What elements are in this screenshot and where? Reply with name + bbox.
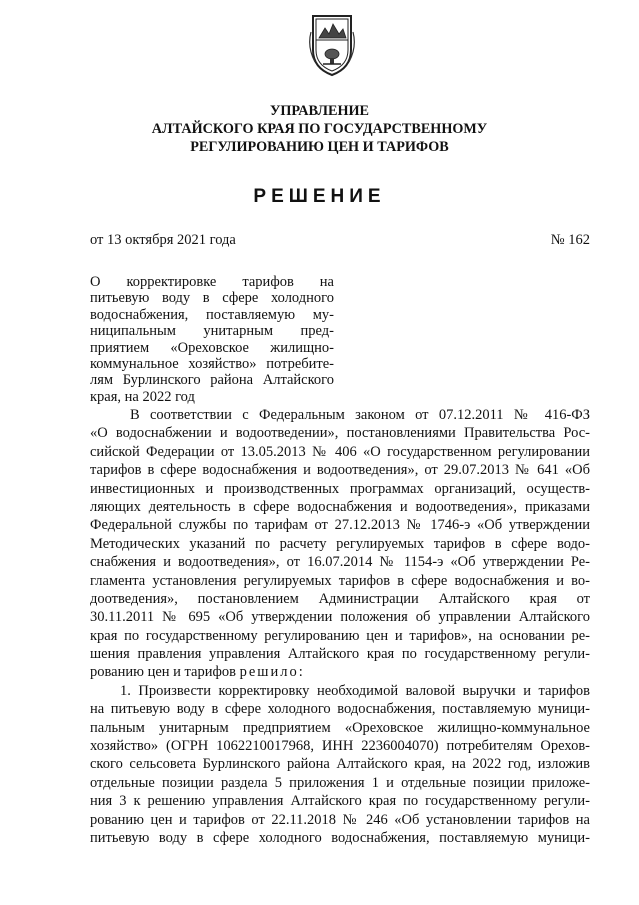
body-line: 1. Произвести корректировку необходимой валовой выручки и тарифов [120, 682, 590, 699]
body-line: ния 3 к решению управления Алтайского края по государственному регули- [90, 793, 590, 810]
date-number-line [90, 232, 590, 249]
body-line: Федеральной службы по тарифам от 27.12.2013 № 1746-э «Об утверждении [90, 517, 590, 534]
subject-line: ниципальным унитарным пред- [90, 323, 334, 340]
body-line: тарифов в сфере водоснабжения и водоотведения», от 29.07.2013 № 641 «Об [90, 462, 590, 479]
body-line: 30.11.2011 № 695 «Об утверждении положения об управлении Алтайского [90, 609, 590, 626]
body-line: ского сельсовета Бурлинского района Алтайского края, на 2022 год, изложив [90, 756, 590, 773]
authority-line: АЛТАЙСКОГО КРАЯ ПО ГОСУДАРСТВЕННОМУ [151, 121, 488, 137]
subject-line: водоснабжения, поставляемую му- [90, 306, 334, 323]
decision-word: решило [239, 664, 299, 681]
body-line: доотведения», постановлением Администрации Алтайского края от [90, 590, 590, 607]
document-body [90, 406, 590, 847]
body-line: Методических указаний по расчету регулируемых тарифов в сфере водо- [90, 535, 590, 552]
body-line: гламента установления регулируемых тарифов в сфере водоснабжения и во- [90, 572, 590, 589]
body-line: пальным унитарным предприятием «Ореховское жилищно-коммунальное [90, 719, 590, 736]
body-line: снабжения и водоотведения», от 16.07.2014 № 1154-э «Об утверждении Ре- [90, 554, 590, 571]
body-line: рованию цен и тарифов от 22.11.2018 № 246 «Об установлении тарифов на [90, 811, 590, 828]
document-date: от 13 октября 2021 года [90, 232, 236, 248]
decision-prefix: рованию цен и тарифов [90, 664, 236, 681]
body-line: на питьевую воду в сфере холодного водоснабжения, поставляемую муници- [90, 701, 590, 718]
subject-line: лям Бурлинского района Алтайского [90, 372, 334, 389]
body-line: В соответствии с Федеральным законом от 07.12.2011 № 416-ФЗ [130, 407, 590, 423]
body-line: инвестиционных и производственных программах организаций, осуществ- [90, 480, 590, 497]
issuing-authority [0, 102, 639, 156]
decision-colon: : [298, 664, 303, 681]
subject-line: коммунальное хозяйство» потребите- [90, 355, 334, 372]
body-line: ляющих деятельность в сфере водоснабжения и водоотведения», приказами [90, 498, 590, 515]
altai-krai-coat-of-arms-icon [309, 12, 355, 78]
authority-line: УПРАВЛЕНИЕ [269, 103, 370, 119]
body-line: края по государственному регулированию цен и тарифов», на основании ре- [90, 627, 590, 644]
document-type-title: РЕШЕНИЕ [253, 186, 386, 207]
body-line: шения правления управления Алтайского края по государственному регули- [90, 646, 590, 663]
document-number: № 162 [550, 232, 590, 248]
body-line: отдельные позиции раздела 5 приложения 1 и отдельные позиции приложе- [90, 774, 590, 791]
subject-line: края, на 2022 год [90, 388, 195, 405]
document-subject [90, 274, 334, 405]
authority-line: РЕГУЛИРОВАНИЮ ЦЕН И ТАРИФОВ [190, 139, 449, 155]
subject-line: приятием «Ореховское жилищно- [90, 339, 334, 356]
subject-line: питьевую воду в сфере холодного [90, 290, 334, 307]
body-line: «О водоснабжении и водоотведении», постановлениями Правительства Рос- [90, 425, 590, 442]
body-line: питьевую воду в сфере холодного водоснабжения, поставляемую муници- [90, 829, 590, 846]
body-line-decision [90, 663, 590, 681]
subject-line: О корректировке тарифов на [90, 274, 334, 290]
body-line: хозяйство» (ОГРН 1062210017968, ИНН 2236004070) потребителям Орехов- [90, 738, 590, 755]
body-line: сийской Федерации от 13.05.2013 № 406 «О государственном регулировании [90, 443, 590, 460]
